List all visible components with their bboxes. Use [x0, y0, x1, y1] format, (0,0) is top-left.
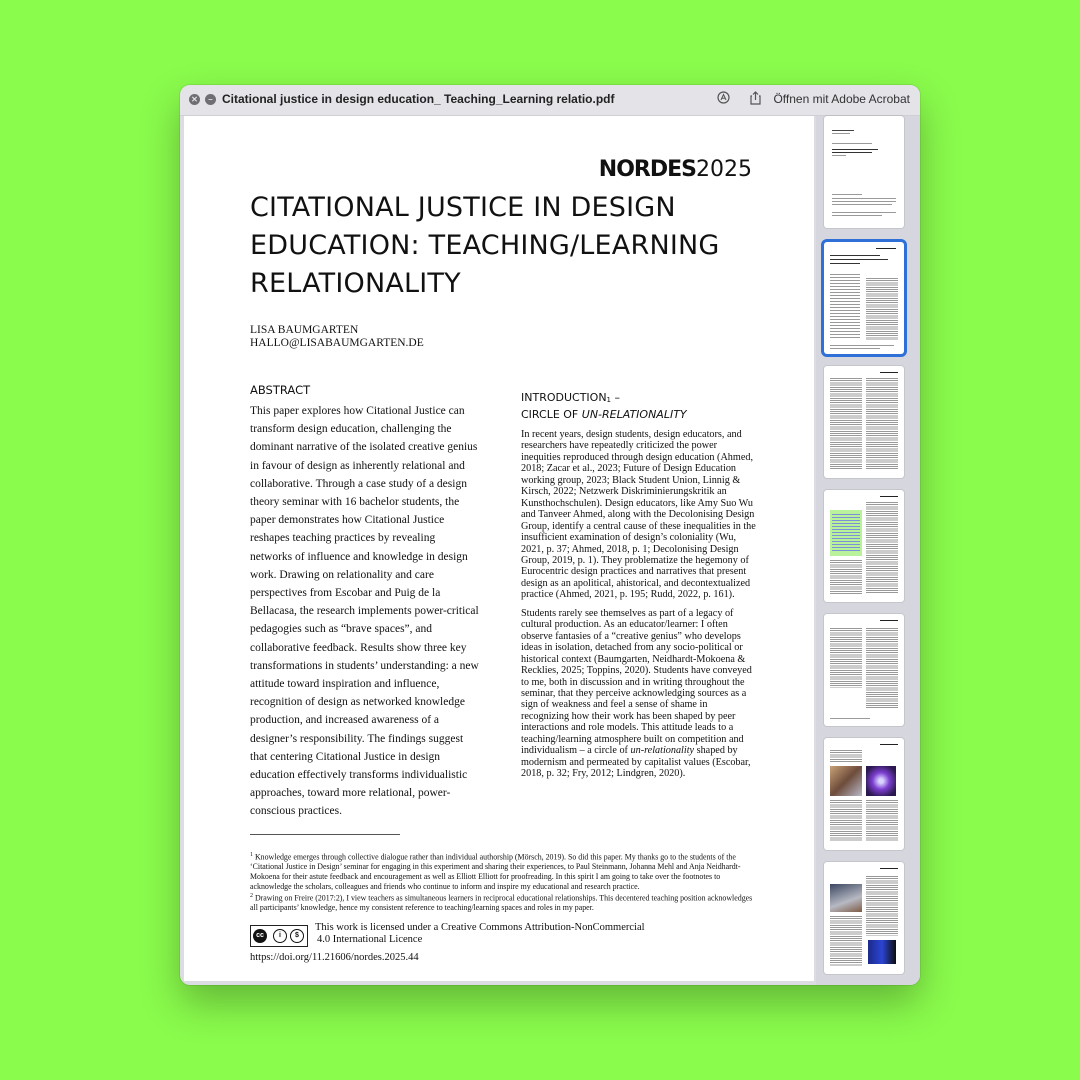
footnote-2-text: Drawing on Freire (2017:2), I view teachers as simultaneous learners in reciprocal educational relationships. This decentered teaching position acknowledges all participants’ knowledge, hence my consistent reference to teaching/learning spaces and roles in my paper. — [250, 893, 753, 913]
title-bar — [180, 85, 920, 116]
page-thumbnail[interactable] — [824, 614, 904, 726]
intro-subheading: CIRCLE OF — [521, 408, 582, 421]
license-line-1: This work is licensed under a Creative Commons Attribution-NonCommercial — [315, 922, 645, 933]
intro-heading-text: INTRODUCTION — [521, 391, 607, 404]
introduction-heading — [521, 390, 687, 423]
nordes-logo — [599, 156, 752, 182]
intro-heading-dash: – — [611, 391, 621, 404]
page-thumbnail[interactable] — [824, 490, 904, 602]
thumbnail-sidebar — [816, 116, 920, 985]
footnote-2 — [250, 892, 758, 913]
window-title: Citational justice in design education_ Teaching_Learning relatio.pdf — [222, 92, 615, 106]
abstract-text: This paper explores how Citational Justice can transform design education, challenging the dominant narrative of the isolated creative genius in favour of design as inherently relational and collaborative. Through a case study of a design theory seminar with 16 bachelor students, the paper demonstrates how Citational Justice reshapes teaching practices by revealing networks of influence and knowledge in design work. Drawing on relationality and care perspectives from Escobar and Puig de la Bellacasa, the research implements power-critical pedagogies such as “brave spaces”, and collaborative feedback. Results show three key transformations in students’ understanding: a new attitude toward inspiration and influence, recognition of design as networked knowledge production, and increased awareness of a designer’s responsibility. The findings suggest that centering Citational Justice in design education effectively transforms individualistic approaches, toward more relational, power-conscious practices. — [250, 405, 479, 818]
footnotes — [250, 851, 758, 913]
logo-year: 2025 — [696, 157, 752, 182]
author-name: LISA BAUMGARTEN — [250, 324, 359, 336]
pdf-page — [184, 116, 814, 981]
introduction-body — [521, 429, 757, 787]
intro-paragraph-1: In recent years, design students, design educators, and researchers have repeatedly criticized the power inequities reproduced through design education (Ahmed, 2018; Zacar et al., 2023; Future of Design Education working group, 2023; Black Student Union, Linnig & Kirsch, 2022; Netzwerk Diskriminierungskritik an Kunsthochschulen). Design educators, like Amy Suo Wu and Tanveer Ahmed, along with the Decolonising Design Group, identify a central cause of these inequalities in the insufficient examination of design’s coloniality (Wu, 2021, p. 37; Ahmed, 2018, p. 1; Decolonising Design Group, 2019, p. 1). They problematize the hegemony of Eurocentric design practices and narratives that present design as an apolitical, ahistorical, and decontextualized practice (Ahmed, 2021, p. 195; Rudd, 2022, p. 161). — [521, 429, 756, 601]
share-icon[interactable] — [747, 91, 763, 107]
footnote-1-number: 1 — [250, 852, 253, 858]
author-email: HALLO@LISABAUMGARTEN.DE — [250, 337, 424, 349]
license-text — [315, 922, 675, 946]
footnote-1-text: Knowledge emerges through collective dialogue rather than individual authorship (Mörsch, 2019). So did this paper. My thanks go to the students of the ‘Citational Justice in Design’ seminar for engaging in this experiment and sharing their experiences, to Paul Steinmann, Johanna Mehl and Anja Neidhardt-Mokoena for their astute feedback and encouragement as well as Elliott Elliott for proofreading. In this spirit I am going to take over the footnotes to acknowledge the scholars, colleagues and friends who continue to inform and inspire my educational and research practice. — [250, 852, 741, 892]
page-thumbnail[interactable] — [824, 366, 904, 478]
abstract-heading: ABSTRACT — [250, 383, 311, 397]
author-block — [250, 324, 424, 350]
by-icon: i — [273, 929, 287, 943]
minimize-icon[interactable]: – — [205, 94, 216, 105]
page-thumbnail[interactable] — [824, 862, 904, 974]
logo-wordmark: NORDES — [598, 157, 696, 182]
footnote-divider — [250, 834, 400, 835]
intro-p2-emphasis: un-relationality — [630, 745, 695, 757]
page-thumbnail-selected[interactable] — [824, 242, 904, 354]
intro-subheading-em: UN-RELATIONALITY — [581, 408, 687, 421]
open-with-acrobat-button[interactable]: Öffnen mit Adobe Acrobat — [773, 92, 910, 106]
intro-footnote-ref: 1 — [606, 396, 612, 404]
page-thumbnail[interactable] — [824, 116, 904, 228]
footnote-2-number: 2 — [250, 892, 253, 899]
intro-p2-part-a: Students rarely see themselves as part of a legacy of cultural production. As an educator/learner: I often observe fantasies of a “creative genius” who develops ideas in isolation, detached from any socio-political or historical context (Baumgarten, Neidhardt-Mokoena & Recklies, 2025; Toppins, 2020). Students have conveyed to me, both in discussion and in writing throughout the seminar, that they perceive acknowledging sources as a sign of weakness and feel a sense of shame in recognizing how their work has been shaped by peer interactions and role models. This attitude leads to a teaching/learning atmosphere built on competition and individualism – a circle of — [521, 607, 752, 757]
license-line-2: 4.0 International Licence — [317, 934, 423, 945]
nc-icon: $ — [290, 929, 304, 943]
footnote-1 — [250, 851, 758, 892]
cc-icon: cc — [253, 929, 267, 943]
doi-link[interactable]: https://doi.org/11.21606/nordes.2025.44 — [250, 952, 419, 963]
intro-p2-part-b: shaped by modernism and permeated by capitalist values (Escobar, 2018, p. 32; Fry, 2012; Lindgren, 2020). — [521, 745, 751, 780]
close-icon[interactable]: ✕ — [189, 94, 200, 105]
markup-icon[interactable] — [715, 91, 731, 107]
preview-window — [180, 85, 920, 985]
intro-paragraph-2 — [521, 608, 757, 780]
cc-license-badge — [250, 925, 308, 947]
paper-title: CITATIONAL JUSTICE IN DESIGN EDUCATION: TEACHING/LEARNING RELATIONALITY — [250, 192, 720, 299]
page-thumbnail[interactable] — [824, 738, 904, 850]
